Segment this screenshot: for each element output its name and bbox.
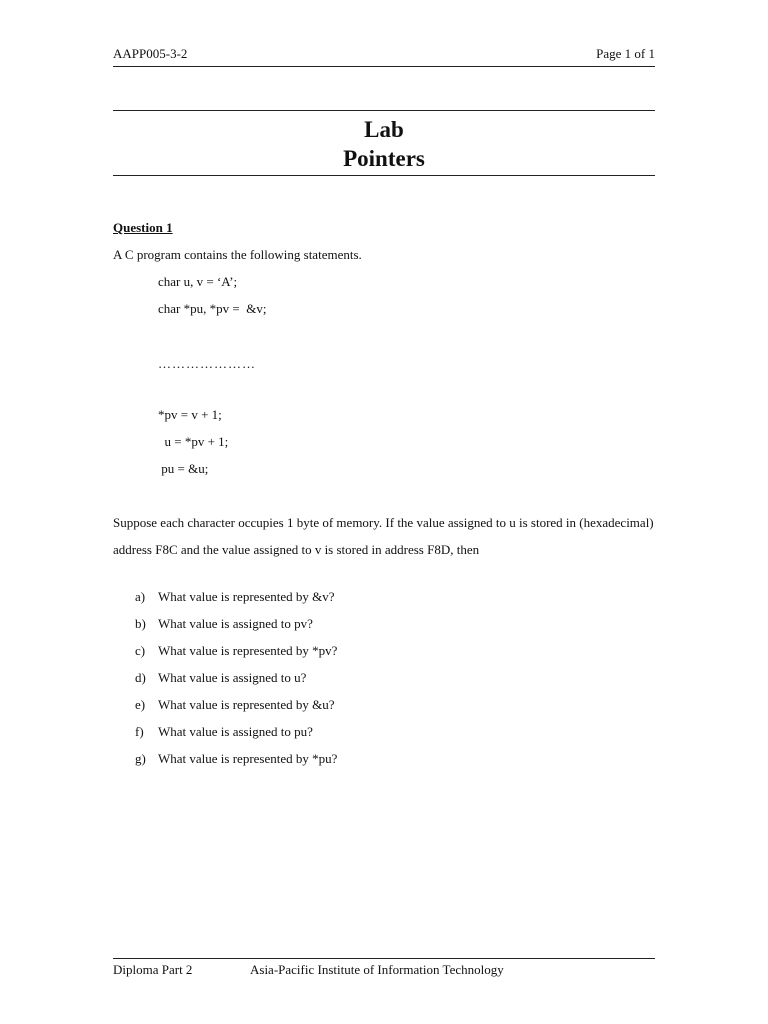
item-text: What value is represented by &u? bbox=[158, 697, 335, 712]
item-text: What value is assigned to pv? bbox=[158, 616, 313, 631]
item-text: What value is represented by *pv? bbox=[158, 643, 338, 658]
item-text: What value is represented by *pu? bbox=[158, 751, 338, 766]
item-label: c) bbox=[135, 643, 146, 658]
title-block bbox=[113, 110, 655, 176]
title-line-2: Pointers bbox=[343, 146, 425, 171]
item-text: What value is assigned to u? bbox=[158, 670, 307, 685]
question-heading: Question 1 bbox=[113, 220, 173, 235]
code-line-2: char *pu, *pv = &v; bbox=[158, 301, 267, 316]
page-header bbox=[113, 46, 655, 67]
item-label: a) bbox=[135, 589, 146, 604]
course-code: AAPP005-3-2 bbox=[113, 46, 188, 61]
item-label: f) bbox=[135, 724, 144, 739]
item-text: What value is represented by &v? bbox=[158, 589, 335, 604]
item-label: b) bbox=[135, 616, 146, 631]
footer-institution: Asia-Pacific Institute of Information Technology bbox=[250, 962, 504, 977]
code-ellipsis: ………………… bbox=[158, 356, 256, 371]
code-line-5: pu = &u; bbox=[158, 461, 209, 476]
question-paragraph: Suppose each character occupies 1 byte of memory. If the value assigned to u is stored in (hexadecimal) address F8C and the value assigned to v is stored in address F8D, then bbox=[113, 515, 654, 557]
item-label: d) bbox=[135, 670, 146, 685]
footer-program: Diploma Part 2 bbox=[113, 962, 193, 977]
question-intro: A C program contains the following statements. bbox=[113, 247, 362, 262]
code-line-3: *pv = v + 1; bbox=[158, 407, 222, 422]
title-line-1: Lab bbox=[364, 117, 404, 142]
code-line-4: u = *pv + 1; bbox=[158, 434, 229, 449]
item-text: What value is assigned to pu? bbox=[158, 724, 313, 739]
item-label: g) bbox=[135, 751, 146, 766]
page-number: Page 1 of 1 bbox=[596, 46, 655, 61]
item-label: e) bbox=[135, 697, 146, 712]
page-footer bbox=[113, 958, 655, 979]
code-line-1: char u, v = ‘A’; bbox=[158, 274, 238, 289]
